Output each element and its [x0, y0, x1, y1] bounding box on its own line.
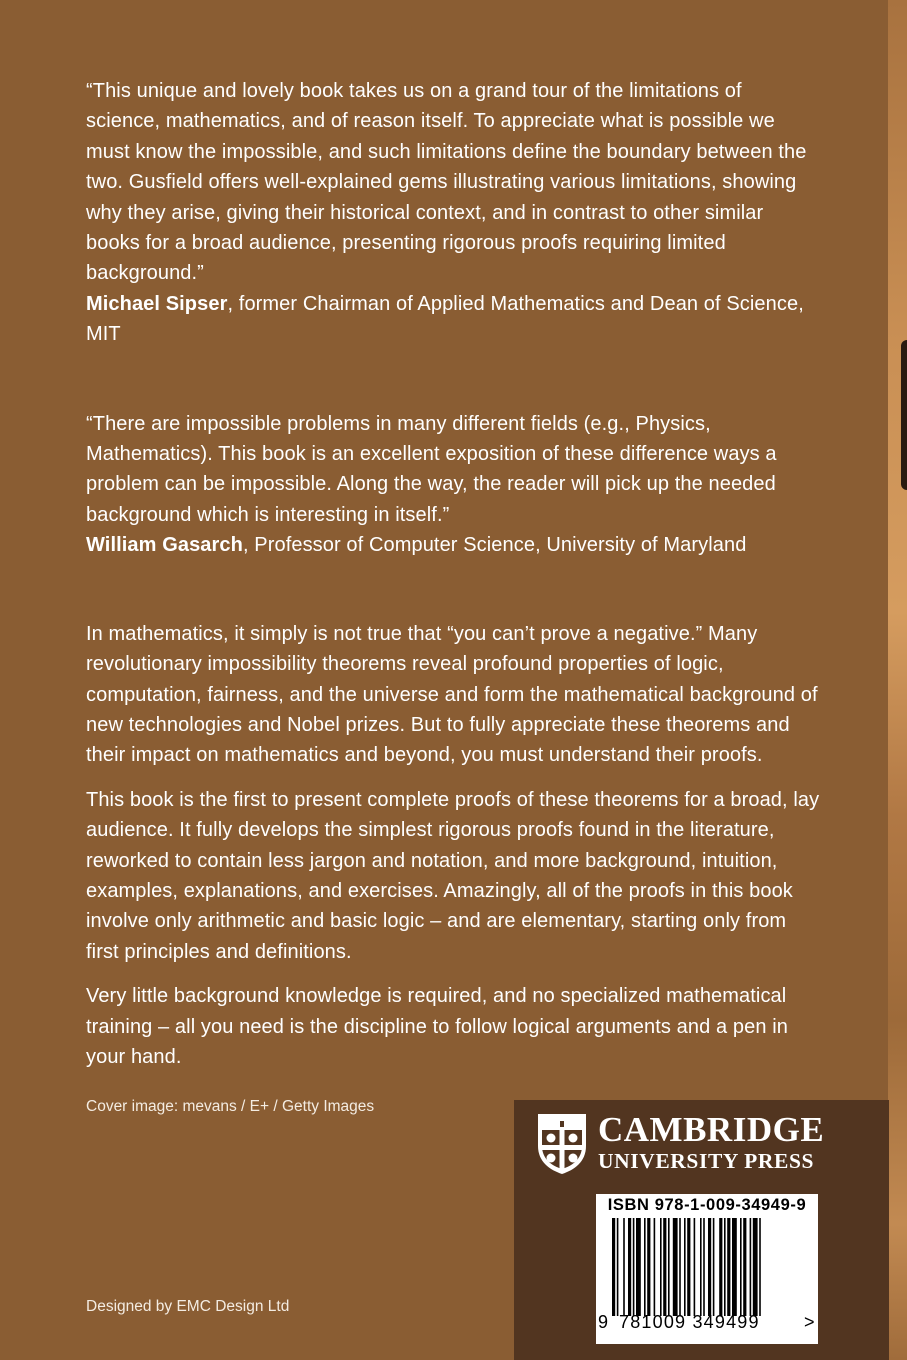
barcode-bar: [628, 1218, 631, 1316]
barcode-arrow: >: [804, 1312, 816, 1332]
barcode-bar: [743, 1218, 746, 1316]
cambridge-shield-icon: [536, 1112, 588, 1176]
cover-edge-strip: [888, 0, 907, 1360]
barcode-bar: [663, 1218, 666, 1316]
barcode-bar: [684, 1218, 686, 1316]
cover-edge-shadow: [901, 340, 907, 490]
barcode-bar: [617, 1218, 619, 1316]
barcode-bar: [623, 1218, 625, 1316]
barcode-main-digits: 781009 349499: [619, 1312, 760, 1332]
barcode-bar: [660, 1218, 662, 1316]
attribution-title: , Professor of Computer Science, University of Maryland: [242, 534, 747, 557]
barcode-bar: [654, 1218, 656, 1316]
quote-attribution: [86, 530, 821, 560]
barcode-bar: [694, 1218, 696, 1316]
barcode-bar: [759, 1218, 761, 1316]
publisher-name-line2: UNIVERSITY PRESS: [598, 1149, 815, 1173]
barcode-bar: [612, 1218, 615, 1316]
barcode-bar: [708, 1218, 711, 1316]
quote-attribution: [86, 289, 821, 350]
attribution-name: William Gasarch: [86, 534, 243, 557]
barcode-bar: [750, 1218, 752, 1316]
book-description: [86, 619, 821, 1073]
barcode-bar: [700, 1218, 702, 1316]
barcode-bar: [633, 1218, 635, 1316]
quote-text: “There are impossible problems in many different fields (e.g., Physics, Mathematics). This book is an excellent exposition of these difference ways a problem can be impossible. Along the way, the reader will pick up the needed background which is interesting in itself.”: [86, 412, 777, 526]
publisher-logo: [536, 1112, 824, 1176]
barcode-bar: [679, 1218, 681, 1316]
description-paragraph: In mathematics, it simply is not true that “you can’t prove a negative.” Many revolutionary impossibility theorems reveal profound properties of logic, computation, fairness, and the universe and form the mathematical background of new technologies and Nobel prizes. But to fully appreciate these theorems and their impact on mathematics and beyond, you must understand their proofs.: [86, 622, 818, 767]
barcode-bar: [647, 1218, 650, 1316]
cover-image-credit: Cover image: mevans / E+ / Getty Images: [86, 1098, 375, 1115]
barcode-bar: [668, 1218, 670, 1316]
barcode-bars: [612, 1218, 810, 1316]
barcode-bar: [687, 1218, 690, 1316]
attribution-name: Michael Sipser: [86, 292, 228, 315]
attribution-title: , former Chairman of Applied Mathematics and Dean of Science, MIT: [86, 292, 804, 346]
isbn-barcode: [596, 1194, 818, 1344]
barcode-bar: [636, 1218, 641, 1316]
barcode-lead-digit: 9: [598, 1312, 610, 1332]
back-cover-text: [86, 76, 821, 1086]
barcode-bar: [732, 1218, 737, 1316]
isbn-label: ISBN 978-1-009-34949-9: [607, 1196, 807, 1214]
barcode-bar: [673, 1218, 678, 1316]
designer-credit: Designed by EMC Design Ltd: [86, 1298, 290, 1315]
description-paragraph: This book is the first to present complete proofs of these theorems for a broad, lay audience. It fully develops the simplest rigorous proofs found in the literature, reworked to contain less jargon and notation, and more background, intuition, examples, explanations, and exercises. Amazingly, all of the proofs in this book involve only arithmetic and basic logic – and are elementary, starting only from first principles and definitions.: [86, 788, 820, 963]
barcode-bar: [740, 1218, 742, 1316]
endorsement-quote: [86, 76, 821, 350]
barcode-bar: [719, 1218, 722, 1316]
publisher-name-line1: CAMBRIDGE: [598, 1110, 825, 1149]
barcode-bar: [753, 1218, 758, 1316]
barcode-bar: [713, 1218, 715, 1316]
quote-text: “This unique and lovely book takes us on a grand tour of the limitations of science, mathematics, and of reason itself. To appreciate what is possible we must know the impossible, and such limitations define the boundary between the two. Gusfield offers well-explained gems illustrating various limitations, showing why they arise, giving their historical context, and in contrast to other similar books for a broad audience, presenting rigorous proofs requiring limited background.”: [86, 80, 807, 285]
publisher-name: [598, 1112, 824, 1174]
barcode-bar: [644, 1218, 646, 1316]
barcode-bar: [727, 1218, 730, 1316]
barcode-bar: [724, 1218, 726, 1316]
publisher-panel: [514, 1100, 889, 1360]
endorsement-quote: [86, 409, 821, 561]
barcode-bar: [703, 1218, 705, 1316]
description-paragraph: Very little background knowledge is required, and no specialized mathematical training – all you need is the discipline to follow logical arguments and a pen in your hand.: [86, 985, 788, 1068]
